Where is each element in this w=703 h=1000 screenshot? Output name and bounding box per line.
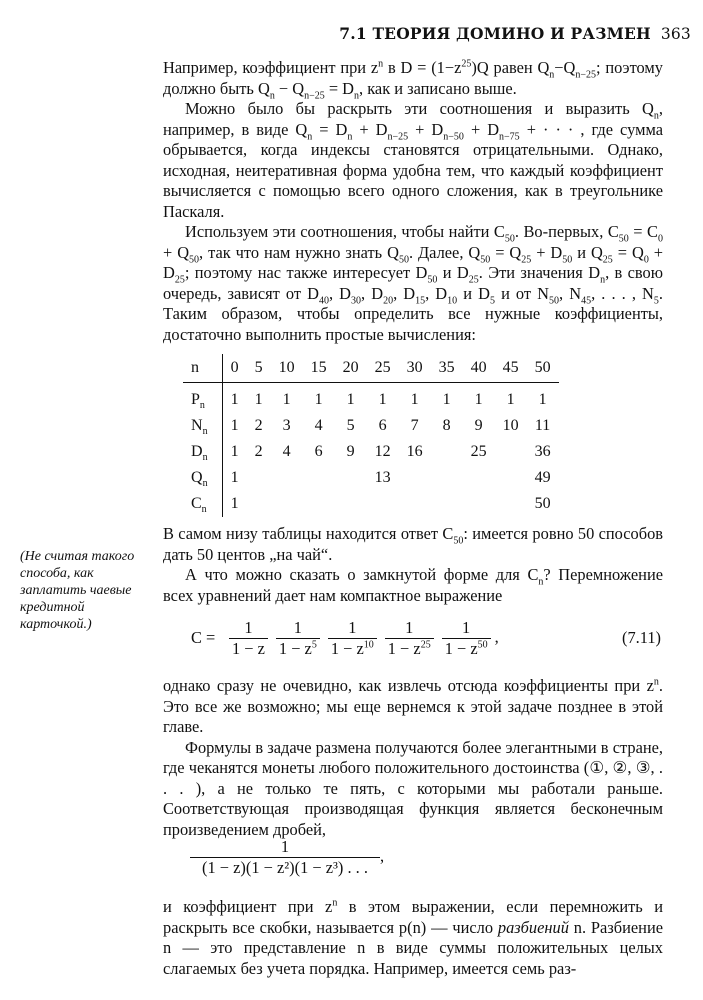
table-cell: 36 [534,443,551,460]
table-cell: 9 [346,443,355,460]
table-cell [463,491,495,517]
table-cell: 1 [282,391,291,408]
coefficient-table [183,354,559,517]
table-cell [399,465,431,491]
table-header-cell: 15 [303,354,335,383]
table-cell [335,465,367,491]
table-cell [463,465,495,491]
table-cell [431,491,463,517]
table-cell: 11 [534,417,551,434]
table-cell [495,439,527,465]
paragraph-5: А что можно сказать о замкнутой форме для $C_n$? Перемножение всех уравнений дает нам компактное выражение [163,565,663,605]
table-cell: 1 [314,391,323,408]
table-header-row [183,354,559,383]
table-cell: 4 [314,417,323,434]
table-header-cell: n [183,354,222,383]
paragraph-6: однако сразу не очевидно, как извлечь отсюда коэффициенты при $z^n$. Это все же возможно; мы еще вернемся к этой задаче позднее в этой главе. [163,676,663,736]
table-row [183,383,559,414]
partition-equation [190,837,410,878]
chapter-title: 7.1 ТЕОРИЯ ДОМИНО И РАЗМЕН [339,24,651,43]
fraction-numerator: 1 [190,837,380,858]
table-cell: 16 [406,443,423,460]
margin-note: (Не считая такого способа, как заплатить чаевые кредитной карточкой.) [20,549,135,632]
body-text-bottom [163,897,663,979]
table-header-cell: 0 [222,354,247,383]
table-cell [247,491,271,517]
table-cell [303,465,335,491]
equation-rhs [225,618,499,659]
body-text-top [163,58,663,345]
equation-number: (7.11) [622,628,661,647]
table-header-cell: 20 [335,354,367,383]
table-row-label: $N_n$ [183,413,222,439]
table-cell [431,465,463,491]
table-header-cell: 50 [527,354,559,383]
table-header-cell: 40 [463,354,495,383]
table-row [183,413,559,439]
body-text-lower [163,676,663,840]
table-cell: 49 [534,469,551,486]
table-row-label: $D_n$ [183,439,222,465]
partition-fraction [190,837,380,878]
table-row-label: $Q_n$ [183,465,222,491]
running-header [160,24,691,43]
paragraph-7: Формулы в задаче размена получаются более элегантными в стране, где чеканятся монеты любого положительного достоинства (①, ②, ③, . . . ), а не только те пять, с которыми мы работали раньше. Соответствующая производящая функция является бесконечным произведением дробей, [163,737,663,839]
table-cell: 12 [374,443,391,460]
equation-comma: , [380,846,385,866]
table-row [183,491,559,517]
table-cell [495,465,527,491]
table-row-label: $P_n$ [183,383,222,414]
table-cell [367,491,399,517]
table-row-label: $C_n$ [183,491,222,517]
table-cell: 1 [378,391,387,408]
table-cell: 3 [282,417,291,434]
table-cell [271,491,303,517]
table-cell: 1 [538,391,547,408]
fraction-denominator: (1 − z)(1 − z²)(1 − z³) . . . [202,858,368,877]
equation-lhs: C = [191,628,216,647]
paragraph-8: и коэффициент при $z^n$ в этом выражении, если перемножить и раскрыть все скобки, называется p(n) — число разбиений n. Разбиение n — это представление n в виде суммы положительных целых слагаемых без учета порядка. Например, имеется семь раз- [163,897,663,978]
table-cell: 13 [374,469,391,486]
table-cell: 2 [254,443,263,460]
table-header-cell: 30 [399,354,431,383]
table-cell: 50 [534,495,551,512]
paragraph-3: Используем эти соотношения, чтобы найти $C_{50}$. Во-первых, $C_{50} = C_0 + Q_{50}$, так что нам нужно знать $Q_{50}$. Далее, $Q_{50} = Q_{25} + D_{50}$ и $Q_{25} = Q_0 + D_{25}$; поэтому нас также интересует $D_{50}$ и $D_{25}$. Эти значения $D_n$, в свою очередь, зависят от $D_{40}$, $D_{30}$, $D_{20}$, $D_{15}$, $D_{10}$ и $D_5$ и от $N_{50}$, $N_{45}$, . . . , $N_5$. Таким образом, чтобы определить все нужные коэффициенты, достаточно выполнить простые вычисления: [163,222,664,344]
table-cell: 1 [230,469,239,486]
equation-comma: , [494,627,499,647]
equation-7-11 [163,618,663,662]
table-cell: 1 [506,391,515,408]
table-cell: 1 [230,495,239,512]
table-cell: 10 [502,417,519,434]
equation-fraction: $\frac{1}{1 - z}$ [229,618,268,659]
table-cell: 1 [230,417,239,434]
table-header-cell: 5 [247,354,271,383]
table-cell [303,491,335,517]
table-cell [431,439,463,465]
table-row [183,465,559,491]
table-cell: 1 [442,391,451,408]
table-cell [399,491,431,517]
table-cell: 7 [410,417,419,434]
table-cell: 1 [410,391,419,408]
table-cell: 1 [474,391,483,408]
table-cell: 25 [470,443,487,460]
body-text-middle [163,524,663,606]
table-cell: 6 [378,417,387,434]
table-header-cell: 45 [495,354,527,383]
equation-fraction: $\frac{1}{1 - z^{10}}$ [328,618,377,659]
paragraph-4: В самом низу таблицы находится ответ $C_{50}$: имеется ровно 50 способов дать 50 центов „на чай“. [163,524,663,564]
table-header-cell: 25 [367,354,399,383]
equation-fraction: $\frac{1}{1 - z^{25}}$ [385,618,434,659]
table-header-cell: 10 [271,354,303,383]
table-row [183,439,559,465]
table-cell: 4 [282,443,291,460]
table-cell: 1 [230,443,239,460]
table-cell [495,491,527,517]
table-cell: 1 [230,391,239,408]
table-cell: 8 [442,417,451,434]
table-header-cell: 35 [431,354,463,383]
table-cell: 5 [346,417,355,434]
equation-fraction: $\frac{1}{1 - z^{50}}$ [442,618,491,659]
paragraph-1: Например, коэффициент при $z^n$ в $D = (1-z^{25})Q$ равен $Q_n-Q_{n-25}$; поэтому должно быть $Q_n - Q_{n-25} = D_n$, как и записано выше. [163,58,663,101]
table-cell: 1 [346,391,355,408]
paragraph-2: Можно было бы раскрыть эти соотношения и выразить $Q_n$, например, в виде $Q_n = D_n + D_{n-25} + D_{n-50} + D_{n-75}$ + · · · , где сумма обрывается, когда индексы становятся отрицательными. Однако, исходная, неитеративная форма удобна тем, что каждый коэффициент вычисляется с помощью всего одного сложения, как в треугольнике Паскаля. [163,99,663,221]
equation-fraction: $\frac{1}{1 - z^5}$ [276,618,320,659]
table-cell: 2 [254,417,263,434]
page-number: 363 [660,25,691,43]
table-cell: 1 [254,391,263,408]
table-cell: 6 [314,443,323,460]
table-cell [335,491,367,517]
table-cell [247,465,271,491]
table-cell: 9 [474,417,483,434]
table-cell [271,465,303,491]
